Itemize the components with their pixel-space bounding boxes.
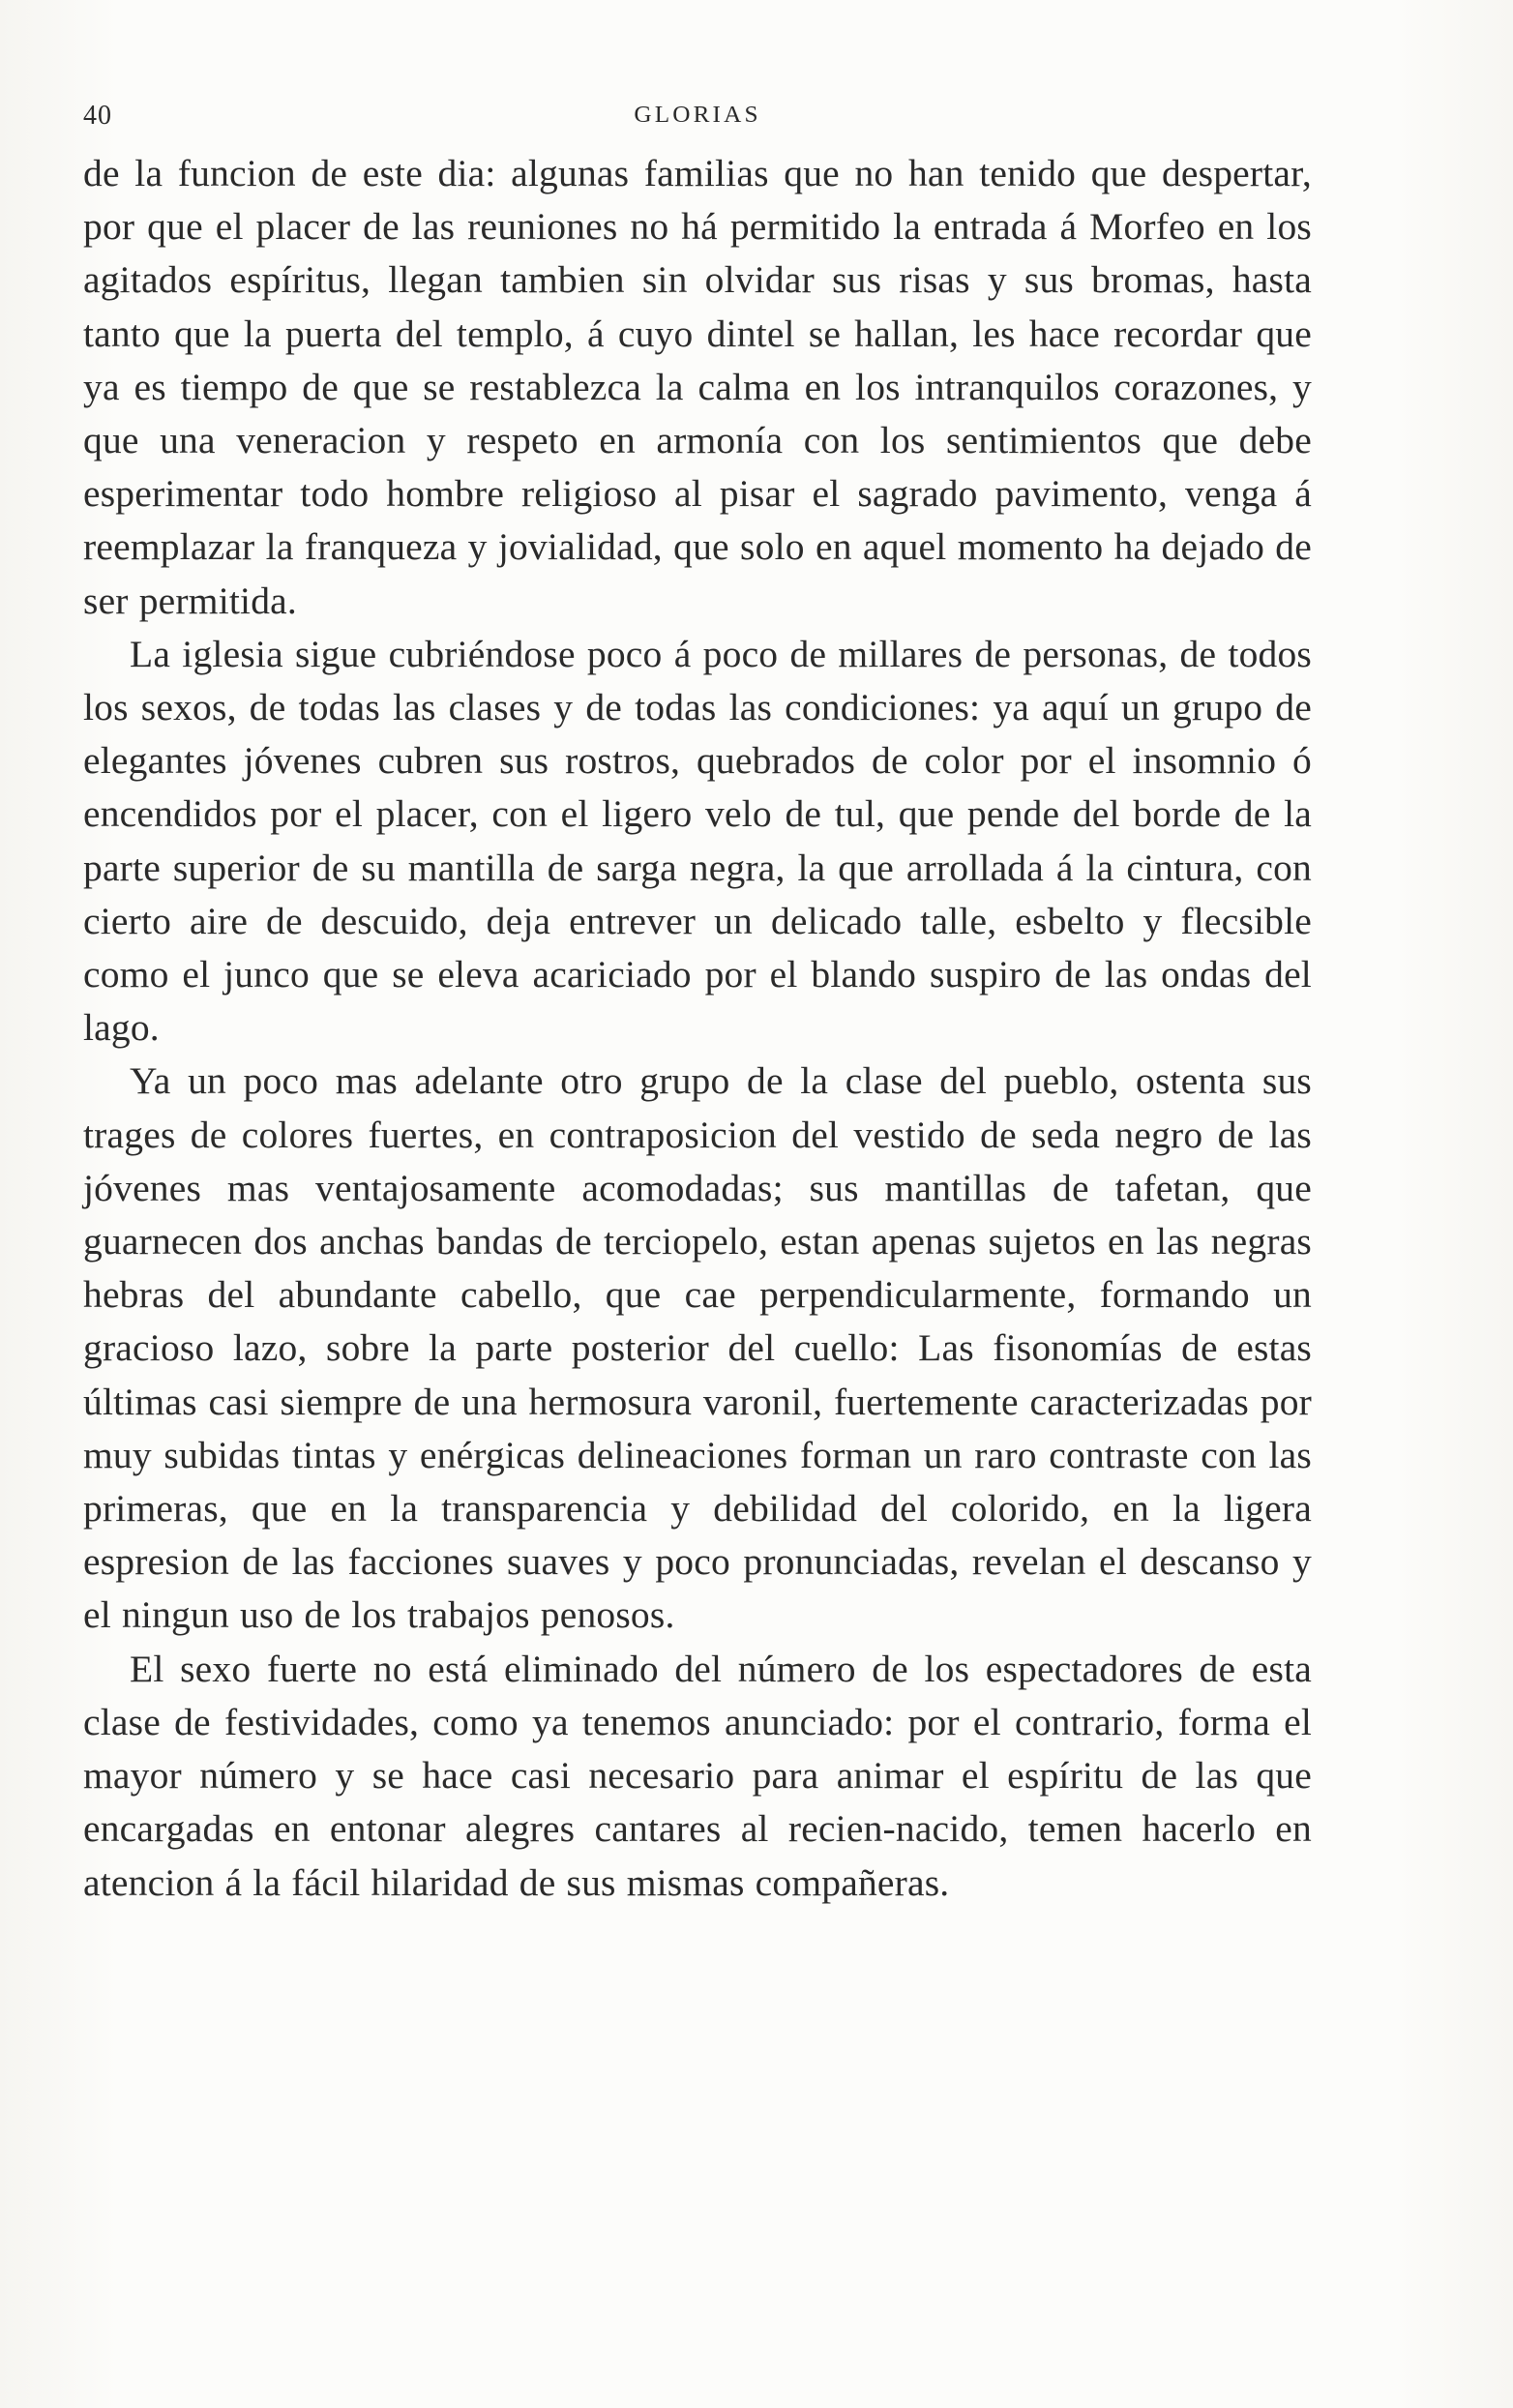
- paragraph: El sexo fuerte no está eliminado del número de los espectadores de esta clase de festividades, como ya tenemos anunciado: por el contrario, forma el mayor número y se hace casi necesario para animar el espíritu de las que encargadas en entonar alegres cantares al recien-nacido, temen hacerlo en atencion á la fácil hilaridad de sus mismas compañeras.: [83, 1647, 1312, 1904]
- page-header: [83, 101, 1312, 139]
- body-text: [83, 147, 1312, 1910]
- paragraph: Ya un poco mas adelante otro grupo de la clase del pueblo, ostenta sus trages de colores fuertes, en contraposicion del vestido de seda negro de las jóvenes mas ventajosamente acomodadas; sus mantillas de tafetan, que guarnecen dos anchas bandas de terciopelo, estan apenas sujetos en las negras hebras del abundante cabello, que cae perpendicularmente, formando un gracioso lazo, sobre la parte posterior del cuello: Las fisonomías de estas últimas casi siempre de una hermosura varonil, fuertemente caracterizadas por muy subidas tintas y enérgicas delineaciones forman un raro contraste con las primeras, que en la transparencia y debilidad del colorido, en la ligera espresion de las facciones suaves y poco pronunciadas, revelan el descanso y el ningun uso de los trabajos penosos.: [83, 1059, 1312, 1637]
- running-title: GLORIAS: [634, 103, 761, 128]
- paragraph: La iglesia sigue cubriéndose poco á poco de millares de personas, de todos los sexos, de todas las clases y de todas las condiciones: ya aquí un grupo de elegantes jóvenes cubren sus rostros, quebrados de color por el insomnio ó encendidos por el placer, con el ligero velo de tul, que pende del borde de la parte superior de su mantilla de sarga negra, la que arrollada á la cintura, con cierto aire de descuido, deja entrever un delicado talle, esbelto y flecsible como el junco que se eleva acariciado por el blando suspiro de las ondas del lago.: [83, 632, 1312, 1050]
- paragraph-continuation: de la funcion de este dia: algunas familias que no han tenido que despertar, por que el placer de las reuniones no há permitido la entrada á Morfeo en los agitados espíritus, llegan tambien sin olvidar sus risas y sus bromas, hasta tanto que la puerta del templo, á cuyo dintel se hallan, les hace recordar que ya es tiempo de que se restablezca la calma en los intranquilos corazones, y que una veneracion y respeto en armonía con los sentimientos que debe esperimentar todo hombre religioso al pisar el sagrado pavimento, venga á reemplazar la franqueza y jovialidad, que solo en aquel momento ha dejado de ser permitida.: [83, 152, 1312, 622]
- page-number: 40: [83, 101, 112, 131]
